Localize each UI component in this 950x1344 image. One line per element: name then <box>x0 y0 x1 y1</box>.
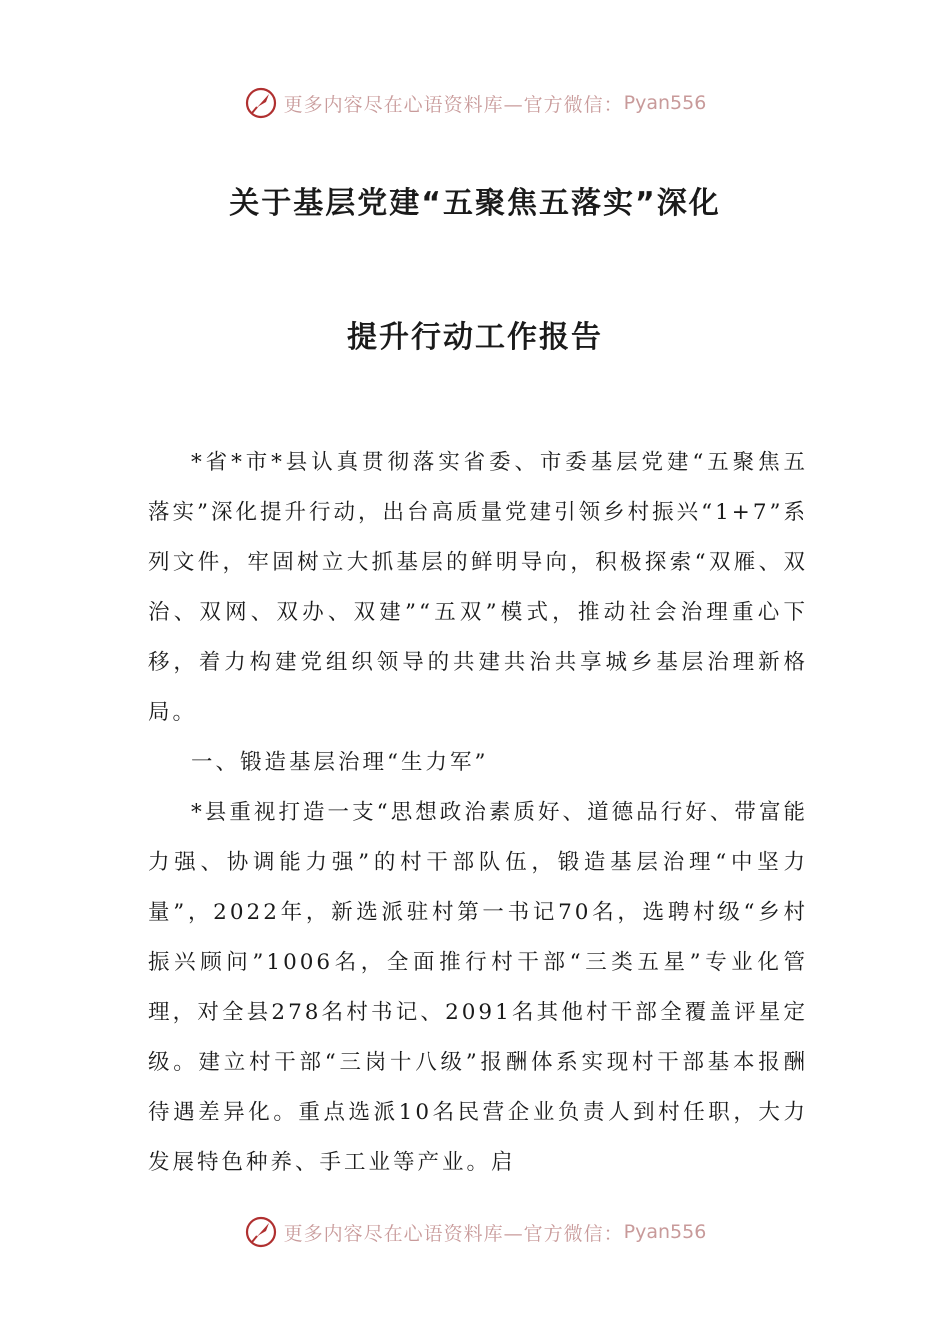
watermark-wechat-id: Pyan556 <box>623 1221 707 1243</box>
quill-logo-icon <box>244 86 278 120</box>
document-title-line2: 提升行动工作报告 <box>347 320 603 355</box>
watermark-wechat-id: Pyan556 <box>623 92 707 114</box>
watermark-text: 更多内容尽在心语资料库—官方微信： <box>283 1222 624 1245</box>
document-body <box>148 438 808 1188</box>
watermark-footer <box>0 1212 950 1252</box>
watermark-text: 更多内容尽在心语资料库—官方微信： <box>283 93 624 116</box>
watermark-header <box>0 83 950 123</box>
intro-paragraph: *省*市*县认真贯彻落实省委、市委基层党建“五聚焦五落实”深化提升行动，出台高质量党建引领乡村振兴“1+7”系列文件，牢固树立大抓基层的鲜明导向，积极探索“双雁、双治、双网、双办、双建”“五双”模式，推动社会治理重心下移，着力构建党组织领导的共建共治共享城乡基层治理新格局。 <box>148 450 808 725</box>
section-paragraph: *县重视打造一支“思想政治素质好、道德品行好、带富能力强、协调能力强”的村干部队伍，锻造基层治理“中坚力量”，2022年，新选派驻村第一书记70名，选聘村级“乡村振兴顾问”1006名，全面推行村干部“三类五星”专业化管理，对全县278名村书记、2091名其他村干部全覆盖评星定级。建立村干部“三岗十八级”报酬体系实现村干部基本报酬待遇差异化。重点选派10名民营企业负责人到村任职，大力发展特色种养、手工业等产业。启 <box>148 800 808 1175</box>
quill-logo-icon <box>244 1215 278 1249</box>
section-heading: 一、锻造基层治理“生力军” <box>191 750 489 775</box>
document-title-line1: 关于基层党建“五聚焦五落实”深化 <box>229 186 721 221</box>
